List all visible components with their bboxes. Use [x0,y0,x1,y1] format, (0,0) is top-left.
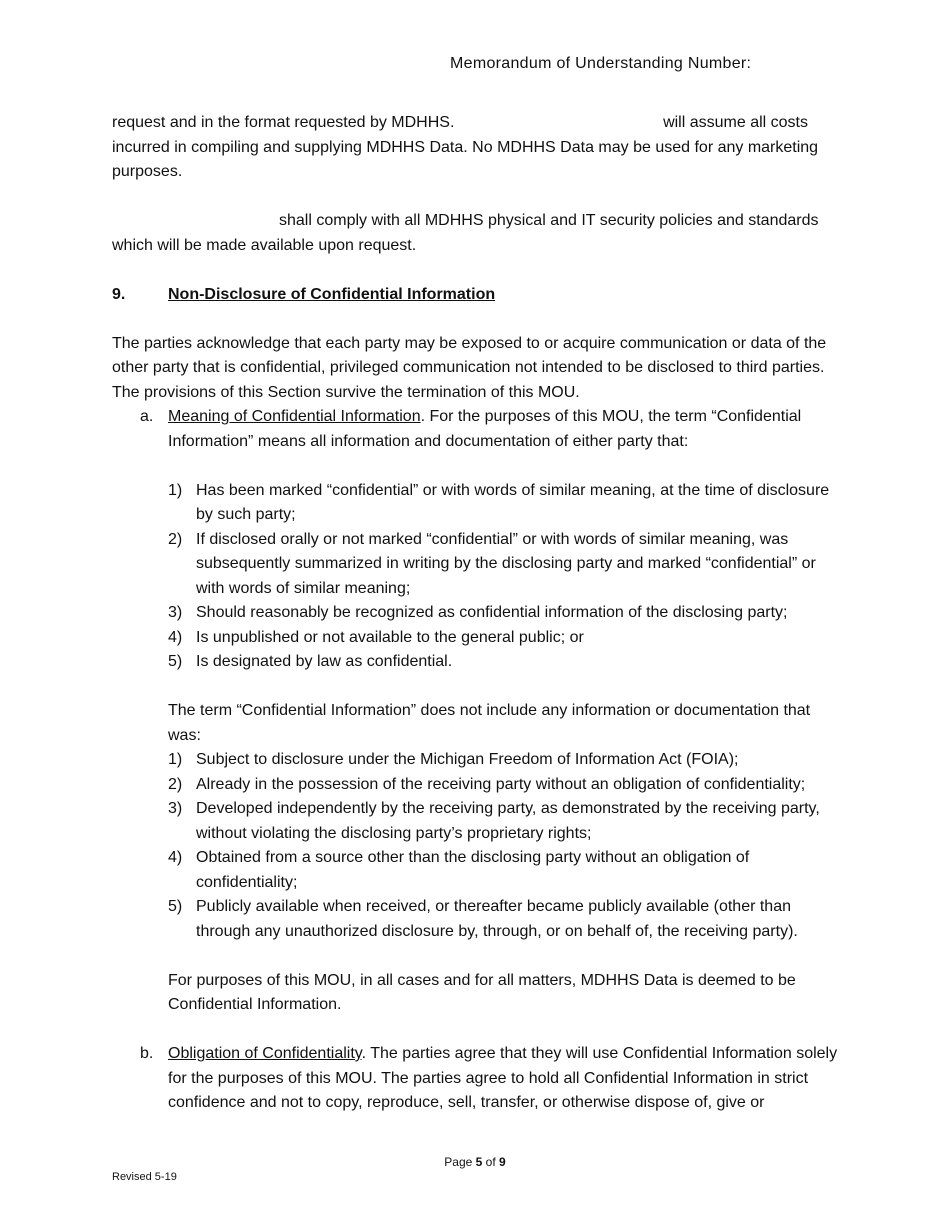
list-item: 5) Is designated by law as confidential. [168,653,453,670]
list-item: 3) Developed independently by the receiving party, as demonstrated by the receiving party, without violating the disclosing party’s proprietary rights; [168,800,820,842]
revision-label: Revised 5-19 [112,1171,177,1183]
security-paragraph [112,209,842,234]
section-heading [112,283,842,308]
list-item: 3) Should reasonably be recognized as confidential information of the disclosing party; [168,604,788,621]
security-text-rest: which will be made available upon request. [112,236,417,254]
list-item: 4) Is unpublished or not available to the general public; or [168,628,584,646]
item-a-closing: For purposes of this MOU, in all cases and for all matters, MDHHS Data is deemed to be Confidential Information. [168,971,796,1013]
list-item: 2) Already in the possession of the receiving party without an obligation of confidentiality; [168,775,806,793]
item-b-heading: Obligation of Confidentiality [168,1045,362,1062]
item-b [112,1042,842,1116]
intro-text-right: will assume all costs [663,114,808,131]
section-title: Non-Disclosure of Confidential Information [168,285,496,303]
document-header: Memorandum of Understanding Number: [450,55,752,72]
security-text-first: shall comply with all MDHHS physical and IT security policies and standards [279,212,819,229]
intro-line-1 [112,111,842,136]
list-item: 1) Subject to disclosure under the Michigan Freedom of Information Act (FOIA); [168,751,739,768]
item-b-paragraph [168,1042,842,1116]
document-body [112,111,842,1116]
list-item: 2) If disclosed orally or not marked “confidential” or with words of similar meaning, was subsequently summarized in writing by the disclosing party and marked “confidential” or with words of similar meaning; [168,530,816,597]
exclusion-intro: The term “Confidential Information” does not include any information or documentation that was: [168,702,811,744]
blank-field [454,111,663,136]
section-number: 9. [112,285,126,303]
item-b-text: . The parties agree that they will use Confidential Information solely for the purposes of this MOU. The parties agree to hold all Confidential Information in strict confidence and not to copy, reproduce, sell, transfer, or otherwise dispose of, give or [168,1045,838,1111]
list-item: 4) Obtained from a source other than the disclosing party without an obligation of confidentiality; [168,849,750,891]
list-item: 5) Publicly available when received, or thereafter became publicly available (other than through any unauthorized disclosure by, through, or on behalf of, the receiving party). [168,898,798,940]
item-a-paragraph [168,405,842,454]
list-item: 1) Has been marked “confidential” or with words of similar meaning, at the time of disclosure by such party; [168,481,830,523]
item-a-text: . For the purposes of this MOU, the term “Confidential Information” means all information and documentation of either party that: [168,408,802,450]
item-a-marker: a. [140,408,154,425]
intro-text-left: request and in the format requested by MDHHS. [112,114,455,131]
exclusion-list [168,748,842,944]
intro-paragraph-rest: incurred in compiling and supplying MDHHS Data. No MDHHS Data may be used for any marketing purposes. [112,138,819,180]
page-number: Page 5 of 9 [444,1155,506,1169]
item-a [112,405,842,1018]
item-a-heading: Meaning of Confidential Information [168,408,421,425]
confidential-criteria-list [168,479,842,675]
item-b-marker: b. [140,1045,154,1062]
section-intro: The parties acknowledge that each party may be exposed to or acquire communication or data of the other party that is confidential, privileged communication not intended to be disclosed to third parties. The provisions of this Section survive the termination of this MOU. [112,334,827,401]
